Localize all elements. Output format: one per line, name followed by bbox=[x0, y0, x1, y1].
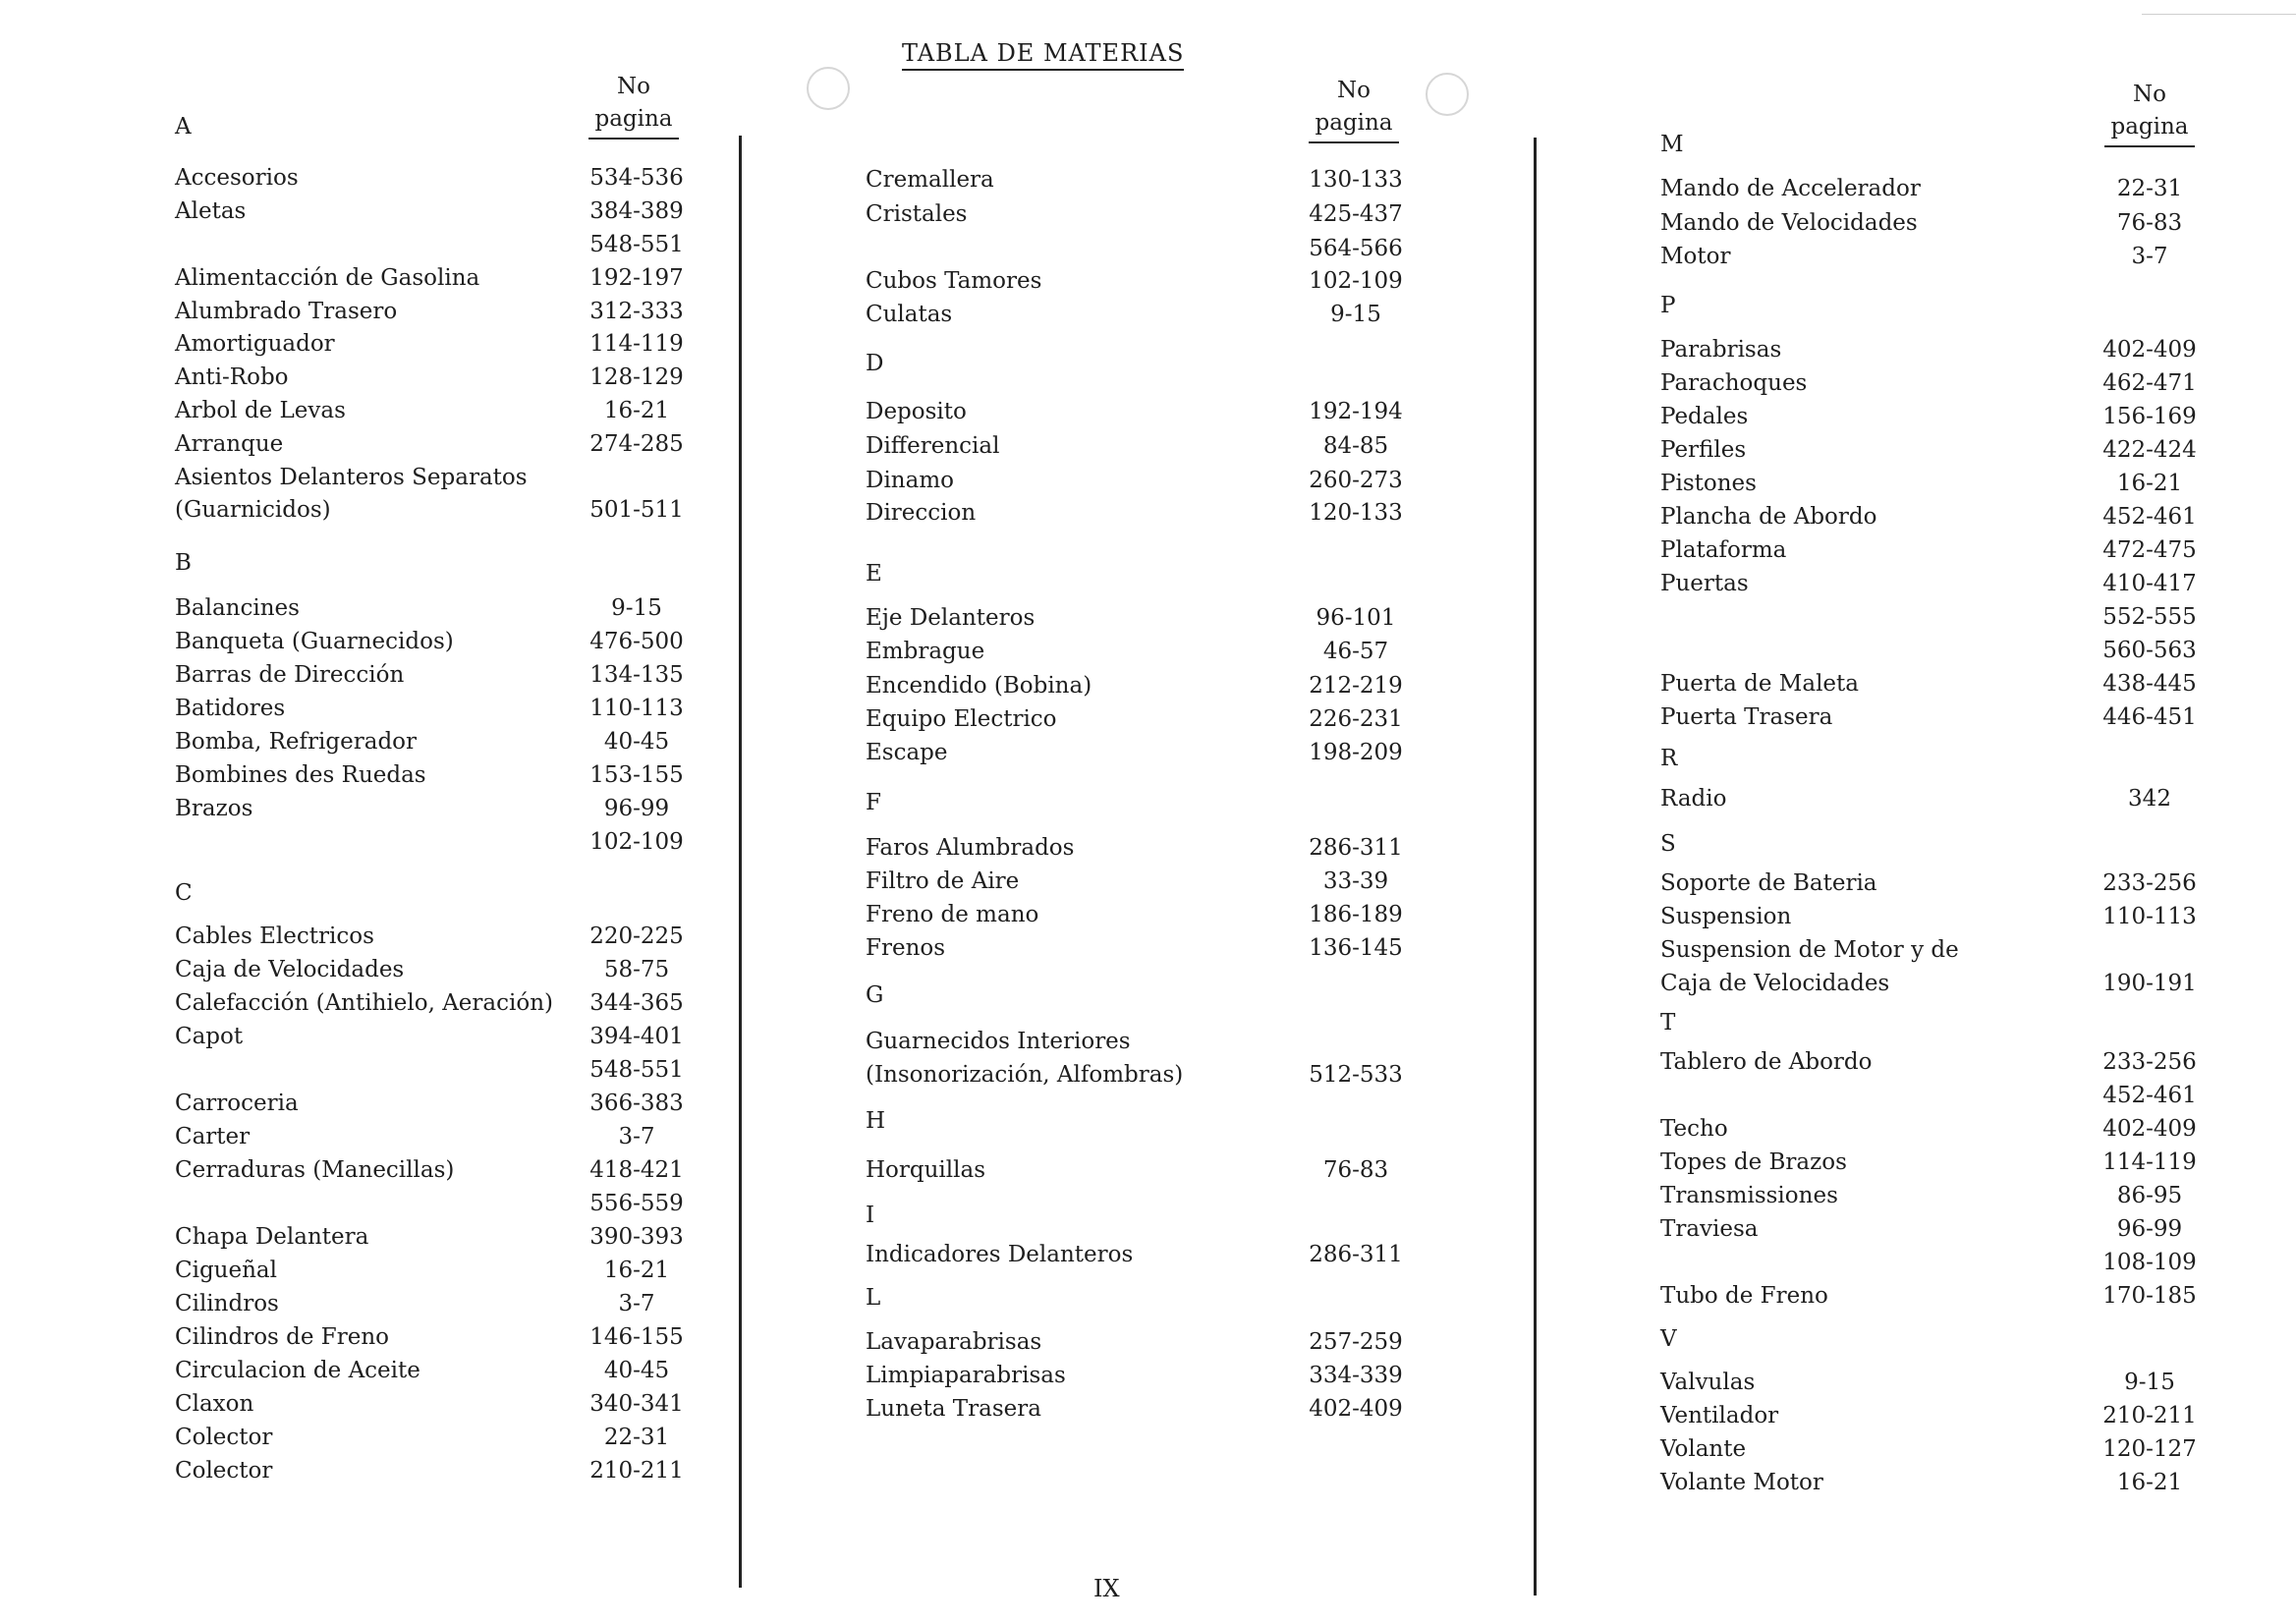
index-entry bbox=[1660, 1116, 2197, 1142]
index-entry bbox=[175, 1458, 684, 1484]
index-entry bbox=[175, 595, 662, 621]
index-entry bbox=[175, 924, 684, 949]
index-entry bbox=[866, 201, 1403, 227]
index-entry bbox=[175, 1224, 684, 1250]
entry-pages: 210-211 bbox=[2102, 1403, 2197, 1428]
entry-pages: 425-437 bbox=[1309, 201, 1403, 227]
entry-topic: (Insonorización, Alfombras) bbox=[866, 1062, 1184, 1088]
entry-pages: 198-209 bbox=[1309, 740, 1403, 765]
entry-topic: Encendido (Bobina) bbox=[866, 673, 1092, 699]
index-entry bbox=[175, 957, 670, 982]
entry-topic: Guarnecidos Interiores bbox=[866, 1029, 1131, 1054]
index-entry bbox=[866, 605, 1396, 631]
index-entry bbox=[866, 1062, 1403, 1088]
entry-topic: Alumbrado Trasero bbox=[175, 299, 398, 324]
section-letter: P bbox=[1660, 293, 1676, 318]
entry-pages: 226-231 bbox=[1309, 706, 1403, 732]
entry-pages: 108-109 bbox=[2102, 1250, 2197, 1275]
entry-pages: 384-389 bbox=[589, 198, 684, 224]
entry-topic: Banqueta (Guarnecidos) bbox=[175, 629, 454, 654]
entry-pages: 146-155 bbox=[589, 1324, 684, 1350]
entry-topic: Parachoques bbox=[1660, 370, 1808, 396]
index-entry bbox=[1660, 1436, 2197, 1462]
entry-pages: 86-95 bbox=[2116, 1183, 2183, 1208]
entry-topic: Caja de Velocidades bbox=[1660, 971, 1890, 996]
section-letter: D bbox=[866, 351, 884, 376]
entry-topic: Carter bbox=[175, 1124, 251, 1149]
index-entry bbox=[175, 465, 528, 490]
entry-pages: 16-21 bbox=[603, 398, 670, 423]
index-entry bbox=[175, 729, 670, 755]
entry-pages: 3-7 bbox=[618, 1124, 655, 1149]
index-entry bbox=[175, 1324, 684, 1350]
entry-pages: 16-21 bbox=[2116, 1470, 2183, 1495]
entry-topic: Balancines bbox=[175, 595, 300, 621]
entry-topic: Arranque bbox=[175, 431, 284, 457]
entry-pages: 156-169 bbox=[2102, 404, 2197, 429]
index-entry bbox=[1660, 1183, 2183, 1208]
entry-pages: 422-424 bbox=[2102, 437, 2197, 463]
entry-pages: 130-133 bbox=[1309, 167, 1403, 193]
index-entry bbox=[866, 740, 1403, 765]
entry-topic: Arbol de Levas bbox=[175, 398, 346, 423]
header-pagina: pagina bbox=[588, 103, 678, 140]
index-entry bbox=[1660, 471, 2183, 496]
entry-topic: Brazos bbox=[175, 796, 253, 821]
index-entry bbox=[1660, 1470, 2183, 1495]
section-letter: M bbox=[1660, 132, 1684, 157]
index-entry bbox=[1660, 1403, 2197, 1428]
entry-topic: Topes de Brazos bbox=[1660, 1149, 1847, 1175]
entry-topic: Indicadores Delanteros bbox=[866, 1242, 1134, 1267]
entry-topic: Bomba, Refrigerador bbox=[175, 729, 418, 755]
entry-topic: Claxon bbox=[175, 1391, 254, 1417]
entry-topic: Volante Motor bbox=[1660, 1470, 1823, 1495]
entry-pages: 84-85 bbox=[1322, 433, 1389, 459]
entry-topic: Radio bbox=[1660, 786, 1727, 812]
entry-pages: 114-119 bbox=[589, 331, 684, 357]
index-entry bbox=[175, 1258, 670, 1283]
entry-pages: 120-133 bbox=[1309, 500, 1403, 526]
entry-pages: 192-197 bbox=[589, 265, 684, 291]
index-column-3 bbox=[1660, 0, 2220, 1624]
index-entry bbox=[866, 468, 1403, 493]
index-entry bbox=[866, 706, 1403, 732]
entry-pages: 3-7 bbox=[618, 1291, 655, 1316]
entry-topic: Cables Electricos bbox=[175, 924, 374, 949]
entry-topic: Puertas bbox=[1660, 571, 1749, 596]
entry-topic: Cigueñal bbox=[175, 1258, 277, 1283]
entry-topic: Aletas bbox=[175, 198, 247, 224]
entry-pages: 446-451 bbox=[2102, 704, 2197, 730]
index-entry bbox=[1660, 904, 2197, 929]
entry-topic: Cilindros bbox=[175, 1291, 279, 1316]
entry-pages: 40-45 bbox=[603, 729, 670, 755]
entry-topic: Differencial bbox=[866, 433, 1000, 459]
index-entry bbox=[1660, 971, 2197, 996]
index-entry bbox=[866, 268, 1403, 294]
entry-pages: 402-409 bbox=[1309, 1396, 1403, 1422]
section-letter: H bbox=[866, 1108, 886, 1134]
section-letter: V bbox=[1660, 1326, 1677, 1352]
entry-topic: Equipo Electrico bbox=[866, 706, 1057, 732]
index-entry bbox=[1660, 537, 2197, 563]
entry-pages: 190-191 bbox=[2102, 971, 2197, 996]
entry-pages: 472-475 bbox=[2102, 537, 2197, 563]
entry-topic: Escape bbox=[866, 740, 948, 765]
entry-pages: 552-555 bbox=[2102, 604, 2197, 630]
entry-pages: 438-445 bbox=[2102, 671, 2197, 697]
entry-topic: Pedales bbox=[1660, 404, 1749, 429]
entry-pages: 534-536 bbox=[589, 165, 684, 191]
page-title: TABLA DE MATERIAS bbox=[902, 39, 1184, 71]
index-entry bbox=[175, 1358, 670, 1383]
index-entry bbox=[1660, 370, 2197, 396]
index-entry bbox=[866, 835, 1403, 861]
entry-pages: 128-129 bbox=[589, 364, 684, 390]
entry-pages: 452-461 bbox=[2102, 1083, 2197, 1108]
entry-pages: 260-273 bbox=[1309, 468, 1403, 493]
entry-pages: 410-417 bbox=[2102, 571, 2197, 596]
entry-pages: 102-109 bbox=[1309, 268, 1403, 294]
entry-topic: Accesorios bbox=[175, 165, 299, 191]
entry-topic: Puerta de Maleta bbox=[1660, 671, 1859, 697]
entry-topic: Valvulas bbox=[1660, 1370, 1756, 1395]
index-column-1 bbox=[175, 0, 696, 1624]
entry-pages: 3-7 bbox=[2131, 244, 2168, 269]
section-letter: F bbox=[866, 790, 881, 815]
index-entry bbox=[175, 198, 684, 224]
entry-topic: Suspension de Motor y de bbox=[1660, 937, 1959, 963]
index-entry bbox=[1660, 937, 1959, 963]
entry-pages: 286-311 bbox=[1309, 835, 1403, 861]
entry-pages: 233-256 bbox=[2102, 870, 2197, 896]
entry-topic: Plataforma bbox=[1660, 537, 1787, 563]
entry-pages: 402-409 bbox=[2102, 1116, 2197, 1142]
index-entry bbox=[1660, 1370, 2175, 1395]
index-entry bbox=[866, 1157, 1389, 1183]
page-number-header bbox=[2091, 79, 2209, 147]
index-entry bbox=[175, 762, 684, 788]
entry-pages: 274-285 bbox=[589, 431, 684, 457]
index-entry bbox=[1660, 437, 2197, 463]
entry-pages: 76-83 bbox=[1322, 1157, 1389, 1183]
entry-topic: Tubo de Freno bbox=[1660, 1283, 1828, 1309]
entry-topic: Embrague bbox=[866, 639, 985, 664]
entry-topic: Anti-Robo bbox=[175, 364, 289, 390]
entry-pages: 96-99 bbox=[603, 796, 670, 821]
index-entry bbox=[1660, 244, 2168, 269]
index-column-2 bbox=[866, 0, 1416, 1624]
entry-topic: Carroceria bbox=[175, 1091, 299, 1116]
entry-topic: Frenos bbox=[866, 935, 946, 961]
entry-topic: Direccion bbox=[866, 500, 977, 526]
entry-topic: Tablero de Abordo bbox=[1660, 1049, 1873, 1075]
index-entry bbox=[1660, 1149, 2197, 1175]
entry-pages: 366-383 bbox=[589, 1091, 684, 1116]
entry-pages: 548-551 bbox=[589, 232, 684, 257]
entry-pages: 136-145 bbox=[1309, 935, 1403, 961]
section-letter: B bbox=[175, 550, 192, 576]
entry-topic: Techo bbox=[1660, 1116, 1728, 1142]
index-entry bbox=[866, 639, 1389, 664]
index-entry bbox=[175, 796, 670, 821]
entry-pages: 402-409 bbox=[2102, 337, 2197, 363]
index-entry bbox=[866, 1363, 1403, 1388]
page-folio: IX bbox=[1093, 1575, 1120, 1602]
entry-topic: Faros Alumbrados bbox=[866, 835, 1075, 861]
index-entry bbox=[866, 167, 1403, 193]
header-pagina: pagina bbox=[2104, 111, 2194, 147]
entry-pages: 9-15 bbox=[2124, 1370, 2175, 1395]
entry-pages: 476-500 bbox=[589, 629, 684, 654]
entry-topic: Cristales bbox=[866, 201, 968, 227]
index-entry bbox=[866, 399, 1403, 424]
section-letter: I bbox=[866, 1203, 875, 1228]
entry-topic: Plancha de Abordo bbox=[1660, 504, 1877, 530]
entry-topic: Volante bbox=[1660, 1436, 1747, 1462]
entry-topic: Parabrisas bbox=[1660, 337, 1782, 363]
section-letter: G bbox=[866, 982, 884, 1008]
index-entry bbox=[175, 990, 684, 1016]
entry-pages: 114-119 bbox=[2102, 1149, 2197, 1175]
entry-pages: 16-21 bbox=[2116, 471, 2183, 496]
entry-pages: 512-533 bbox=[1309, 1062, 1403, 1088]
entry-pages: 9-15 bbox=[611, 595, 662, 621]
index-entry bbox=[175, 165, 684, 191]
entry-topic: Colector bbox=[175, 1425, 273, 1450]
entry-pages: 452-461 bbox=[2102, 504, 2197, 530]
entry-pages: 16-21 bbox=[603, 1258, 670, 1283]
index-entry bbox=[175, 1425, 670, 1450]
entry-pages: 257-259 bbox=[1309, 1329, 1403, 1355]
entry-topic: Ventilador bbox=[1660, 1403, 1779, 1428]
index-entry bbox=[866, 868, 1389, 894]
index-entry bbox=[175, 696, 684, 721]
entry-topic: Pistones bbox=[1660, 471, 1757, 496]
entry-pages: 192-194 bbox=[1309, 399, 1403, 424]
entry-pages: 564-566 bbox=[1309, 236, 1403, 261]
section-letter: R bbox=[1660, 746, 1678, 771]
entry-pages: 33-39 bbox=[1322, 868, 1389, 894]
section-letter: L bbox=[866, 1285, 881, 1311]
entry-topic: Cilindros de Freno bbox=[175, 1324, 390, 1350]
entry-topic: Transmissiones bbox=[1660, 1183, 1838, 1208]
header-no: No bbox=[2133, 82, 2166, 107]
index-entry bbox=[175, 364, 684, 390]
entry-pages: 220-225 bbox=[589, 924, 684, 949]
index-entry bbox=[175, 1091, 684, 1116]
entry-pages: 186-189 bbox=[1309, 902, 1403, 927]
index-entry bbox=[1660, 337, 2197, 363]
entry-pages: 286-311 bbox=[1309, 1242, 1403, 1267]
index-entry bbox=[175, 1157, 684, 1183]
index-entry bbox=[175, 431, 684, 457]
entry-topic: Barras de Dirección bbox=[175, 662, 405, 688]
index-entry bbox=[175, 662, 684, 688]
header-pagina: pagina bbox=[1309, 107, 1398, 143]
index-entry bbox=[1660, 671, 2197, 697]
index-entry bbox=[1660, 786, 2171, 812]
entry-topic: Deposito bbox=[866, 399, 967, 424]
entry-pages: 40-45 bbox=[603, 1358, 670, 1383]
entry-pages: 556-559 bbox=[589, 1191, 684, 1216]
entry-pages: 9-15 bbox=[1330, 302, 1381, 327]
entry-pages: 334-339 bbox=[1309, 1363, 1403, 1388]
entry-topic: Asientos Delanteros Separatos bbox=[175, 465, 528, 490]
section-letter: S bbox=[1660, 831, 1676, 857]
entry-topic: Limpiaparabrisas bbox=[866, 1363, 1066, 1388]
entry-topic: Cubos Tamores bbox=[866, 268, 1042, 294]
column-divider-right bbox=[1534, 138, 1537, 1596]
entry-topic: Culatas bbox=[866, 302, 953, 327]
index-entry bbox=[175, 497, 684, 523]
entry-pages: 342 bbox=[2128, 786, 2171, 812]
header-no: No bbox=[617, 74, 650, 99]
entry-topic: Dinamo bbox=[866, 468, 954, 493]
index-entry bbox=[1660, 1216, 2183, 1242]
index-entry bbox=[175, 1291, 655, 1316]
index-entry bbox=[866, 1396, 1403, 1422]
entry-topic: Horquillas bbox=[866, 1157, 986, 1183]
entry-topic: Caja de Velocidades bbox=[175, 957, 405, 982]
index-entry bbox=[175, 1124, 655, 1149]
entry-pages: 58-75 bbox=[603, 957, 670, 982]
index-entry bbox=[1660, 571, 2197, 596]
entry-pages: 340-341 bbox=[589, 1391, 684, 1417]
entry-pages: 462-471 bbox=[2102, 370, 2197, 396]
entry-pages: 394-401 bbox=[589, 1024, 684, 1049]
entry-topic: Soporte de Bateria bbox=[1660, 870, 1877, 896]
entry-topic: Puerta Trasera bbox=[1660, 704, 1833, 730]
index-entry bbox=[1660, 1049, 2197, 1075]
index-entry bbox=[866, 902, 1403, 927]
page-number-header bbox=[575, 71, 693, 140]
index-entry bbox=[1660, 210, 2183, 236]
punch-hole-left bbox=[807, 67, 850, 110]
index-entry bbox=[866, 1242, 1403, 1267]
entry-pages: 22-31 bbox=[2116, 176, 2183, 201]
index-entry bbox=[866, 673, 1403, 699]
entry-pages: 110-113 bbox=[2102, 904, 2197, 929]
index-entry bbox=[1660, 704, 2197, 730]
entry-pages: 102-109 bbox=[589, 829, 684, 855]
index-entry bbox=[175, 331, 684, 357]
entry-topic: Colector bbox=[175, 1458, 273, 1484]
entry-pages: 96-101 bbox=[1316, 605, 1396, 631]
index-entry bbox=[175, 629, 684, 654]
header-no: No bbox=[1337, 78, 1371, 103]
index-entry bbox=[175, 1391, 684, 1417]
entry-topic: Cremallera bbox=[866, 167, 994, 193]
entry-topic: Eje Delanteros bbox=[866, 605, 1036, 631]
index-entry bbox=[1660, 176, 2183, 201]
entry-pages: 560-563 bbox=[2102, 638, 2197, 663]
entry-pages: 344-365 bbox=[589, 990, 684, 1016]
entry-pages: 110-113 bbox=[589, 696, 684, 721]
index-entry bbox=[1660, 870, 2197, 896]
entry-topic: Cerraduras (Manecillas) bbox=[175, 1157, 455, 1183]
entry-topic: Suspension bbox=[1660, 904, 1792, 929]
entry-pages: 418-421 bbox=[589, 1157, 684, 1183]
entry-pages: 501-511 bbox=[589, 497, 684, 523]
entry-pages: 134-135 bbox=[589, 662, 684, 688]
entry-topic: Amortiguador bbox=[175, 331, 335, 357]
punch-hole-right bbox=[1426, 73, 1469, 116]
entry-topic: Freno de mano bbox=[866, 902, 1039, 927]
entry-pages: 153-155 bbox=[589, 762, 684, 788]
entry-topic: Batidores bbox=[175, 696, 286, 721]
index-entry bbox=[175, 299, 684, 324]
index-entry bbox=[866, 1029, 1131, 1054]
index-entry bbox=[866, 302, 1381, 327]
entry-pages: 46-57 bbox=[1322, 639, 1389, 664]
index-entry bbox=[866, 1329, 1403, 1355]
page-number-header bbox=[1295, 75, 1413, 143]
index-entry bbox=[866, 935, 1403, 961]
column-divider-left bbox=[739, 136, 742, 1588]
entry-topic: Circulacion de Aceite bbox=[175, 1358, 420, 1383]
index-entry bbox=[1660, 1283, 2197, 1309]
entry-topic: Mando de Velocidades bbox=[1660, 210, 1918, 236]
index-entry bbox=[866, 500, 1403, 526]
entry-pages: 120-127 bbox=[2102, 1436, 2197, 1462]
entry-pages: 76-83 bbox=[2116, 210, 2183, 236]
entry-topic: Luneta Trasera bbox=[866, 1396, 1041, 1422]
section-letter: T bbox=[1660, 1010, 1676, 1036]
index-entry bbox=[175, 398, 670, 423]
entry-pages: 22-31 bbox=[603, 1425, 670, 1450]
entry-topic: Filtro de Aire bbox=[866, 868, 1020, 894]
entry-topic: Perfiles bbox=[1660, 437, 1747, 463]
entry-topic: Lavaparabrisas bbox=[866, 1329, 1042, 1355]
section-letter: A bbox=[175, 114, 192, 140]
entry-topic: Chapa Delantera bbox=[175, 1224, 369, 1250]
entry-topic: Traviesa bbox=[1660, 1216, 1759, 1242]
entry-topic: Capot bbox=[175, 1024, 244, 1049]
entry-pages: 96-99 bbox=[2116, 1216, 2183, 1242]
entry-topic: Motor bbox=[1660, 244, 1731, 269]
entry-pages: 212-219 bbox=[1309, 673, 1403, 699]
entry-pages: 390-393 bbox=[589, 1224, 684, 1250]
entry-topic: Calefacción (Antihielo, Aeración) bbox=[175, 990, 553, 1016]
entry-pages: 312-333 bbox=[589, 299, 684, 324]
index-entry bbox=[1660, 404, 2197, 429]
index-entry bbox=[1660, 504, 2197, 530]
entry-topic: Mando de Accelerador bbox=[1660, 176, 1921, 201]
section-letter: C bbox=[175, 880, 193, 906]
entry-pages: 548-551 bbox=[589, 1057, 684, 1083]
entry-topic: Bombines des Ruedas bbox=[175, 762, 426, 788]
entry-pages: 210-211 bbox=[589, 1458, 684, 1484]
index-entry bbox=[866, 433, 1389, 459]
entry-pages: 233-256 bbox=[2102, 1049, 2197, 1075]
entry-topic: (Guarnicidos) bbox=[175, 497, 331, 523]
section-letter: E bbox=[866, 561, 882, 587]
index-entry bbox=[175, 265, 684, 291]
entry-topic: Alimentacción de Gasolina bbox=[175, 265, 480, 291]
entry-pages: 170-185 bbox=[2102, 1283, 2197, 1309]
index-entry bbox=[175, 1024, 684, 1049]
